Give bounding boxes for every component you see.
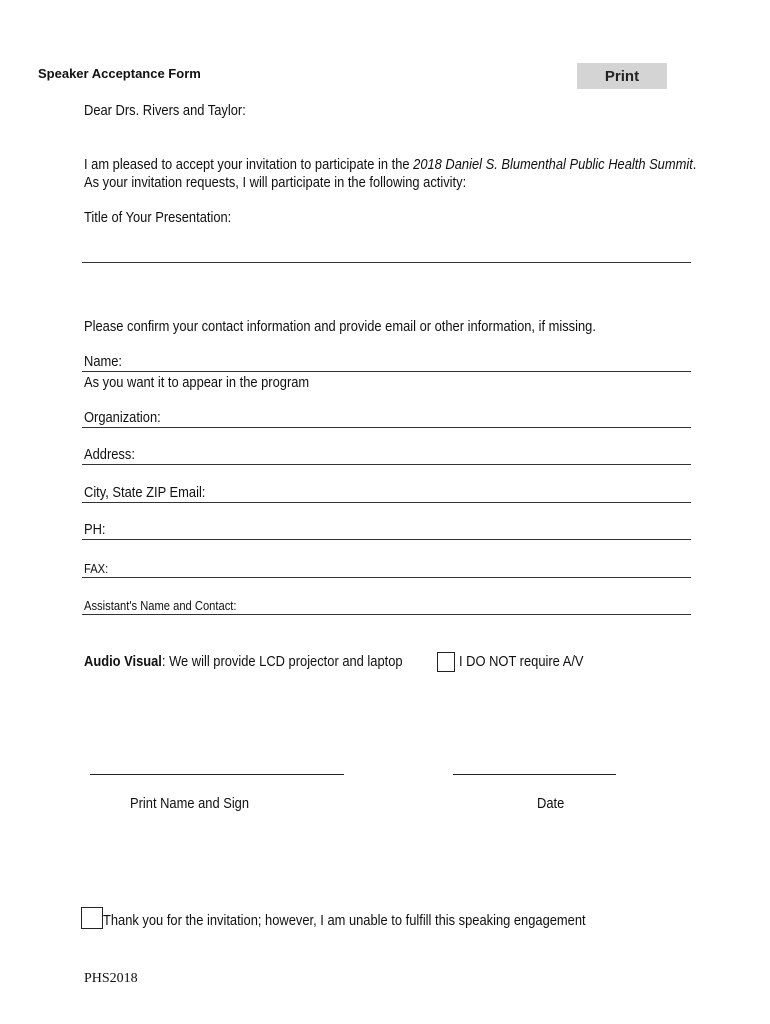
assistant-label-text: Assistant's Name and Contact: [84,598,237,613]
form-title: Speaker Acceptance Form [38,66,201,81]
decline-label-text: Thank you for the invitation; however, I am unable to fulfill this speaking engagement [103,912,586,929]
audio-visual-label: Audio Visual [84,653,162,670]
intro-line2-text: As your invitation requests, I will participate in the following activity: [84,174,467,191]
intro-paragraph-line2 [84,174,528,191]
date-label-text: Date [537,795,565,812]
signature-label [130,795,268,812]
name-hint-text: As you want it to appear in the program [84,374,310,391]
city-state-zip-email-label [84,484,225,501]
no-av-label [459,653,604,670]
organization-label [84,409,173,426]
contact-instructions [84,318,679,335]
address-label [84,446,143,463]
name-hint [84,374,346,391]
audio-visual-text: : We will provide LCD projector and laptop [161,653,403,670]
organization-field[interactable] [82,427,691,428]
decline-label [103,912,664,929]
name-label-text: Name: [84,353,123,370]
phone-label-text: PH: [84,521,106,538]
intro-prefix: I am pleased to accept your invitation to participate in the [84,156,414,173]
no-av-checkbox[interactable] [437,652,455,672]
event-name: 2018 Daniel S. Blumenthal Public Health Summit [413,156,693,173]
phone-field[interactable] [82,539,691,540]
assistant-label [84,598,261,613]
decline-checkbox[interactable] [81,907,103,929]
print-button[interactable]: Print [577,63,667,89]
fax-label-text: FAX: [84,561,109,576]
phone-label [84,521,109,538]
organization-label-text: Organization: [84,409,161,426]
address-field[interactable] [82,464,691,465]
signature-label-text: Print Name and Sign [130,795,250,812]
signature-line[interactable] [90,774,344,775]
address-label-text: Address: [84,446,135,463]
assistant-field[interactable] [82,614,691,615]
city-label-text: City, State ZIP Email: [84,484,206,501]
fax-field[interactable] [82,577,691,578]
presentation-title-label [84,209,255,226]
salutation-text: Dear Drs. Rivers and Taylor: [84,102,246,119]
no-av-label-text: I DO NOT require A/V [459,653,584,670]
intro-paragraph-line1 [84,156,770,173]
audio-visual-statement [84,653,454,670]
city-state-zip-email-field[interactable] [82,502,691,503]
fax-label [84,561,112,576]
presentation-title-field[interactable] [82,262,691,263]
intro-suffix: . [692,156,697,173]
contact-instructions-text: Please confirm your contact information and provide email or other information, if missing. [84,318,596,335]
date-label [537,795,569,812]
name-field[interactable] [82,371,691,372]
date-line[interactable] [453,774,616,775]
footer-code: PHS2018 [84,971,138,986]
salutation [84,102,272,119]
presentation-title-label-text: Title of Your Presentation: [84,209,232,226]
name-label [84,353,128,370]
